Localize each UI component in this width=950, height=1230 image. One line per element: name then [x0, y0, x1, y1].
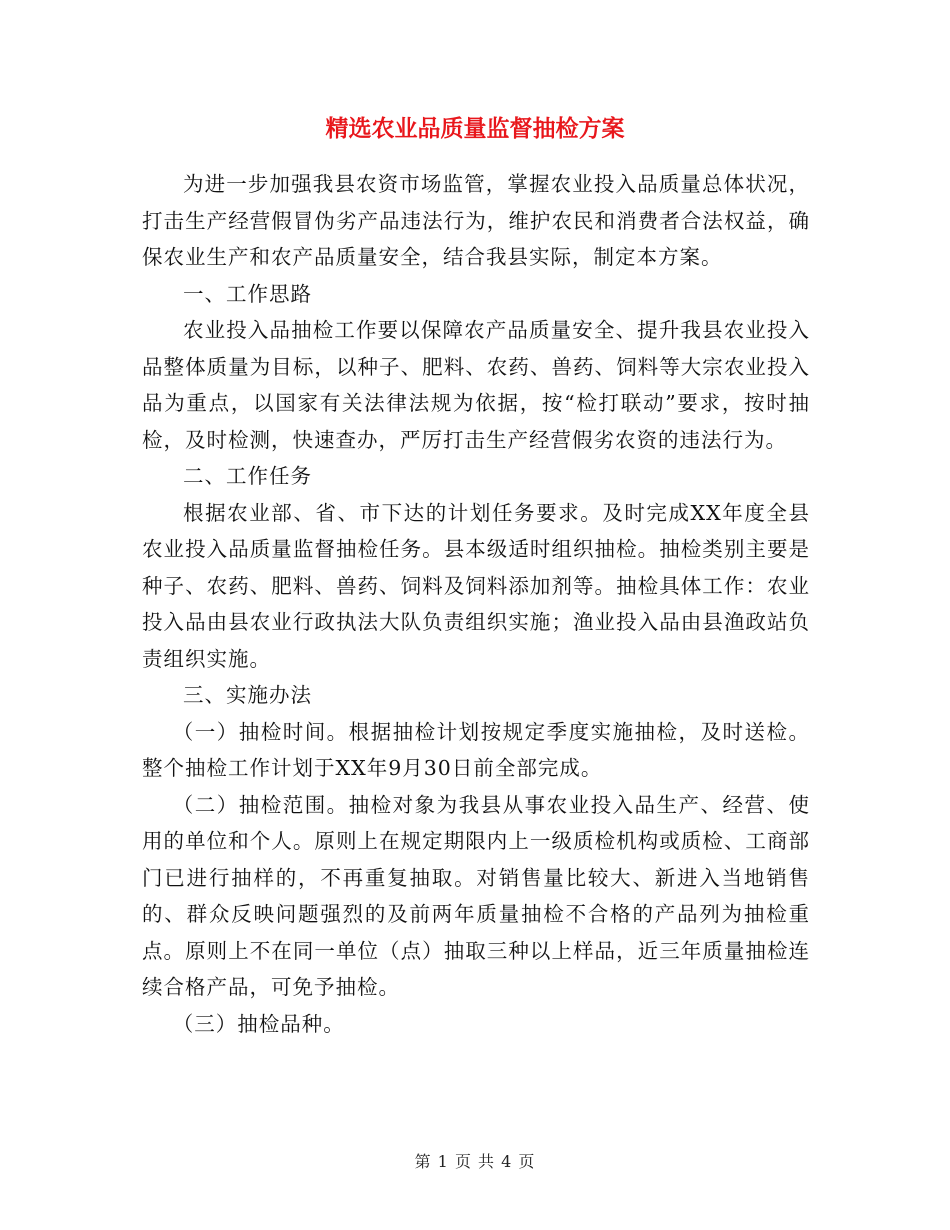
page-number-footer: 第 1 页 共 4 页 — [414, 1152, 536, 1171]
document-body — [142, 166, 810, 1042]
section-heading-work-approach: 一、工作思路 — [183, 281, 312, 306]
section-heading-work-tasks: 二、工作任务 — [183, 464, 312, 488]
document-title: 精选农业品质量监督抽检方案 — [325, 115, 625, 142]
intro-paragraph: 为进一步加强我县农资市场监管，掌握农业投入品质量总体状况，打击生产经营假冒伪劣产品违法行为，维护农民和消费者合法权益，确保农业生产和农产品质量安全，结合我县实际，制定本方案。 — [142, 172, 810, 269]
work-approach-paragraph: 农业投入品抽检工作要以保障农产品质量安全、提升我县农业投入品整体质量为目标，以种子、肥料、农药、兽药、饲料等大宗农业投入品为重点，以国家有关法律法规为依据，按“检打联动”要求，按时抽检，及时检测，快速查办，严厉打击生产经营假劣农资的违法行为。 — [142, 318, 810, 452]
inspection-time-paragraph: （一）抽检时间。根据抽检计划按规定季度实施抽检，及时送检。整个抽检工作计划于XX年9月30日前全部完成。 — [142, 719, 810, 780]
work-tasks-paragraph: 根据农业部、省、市下达的计划任务要求。及时完成XX年度全县农业投入品质量监督抽检任务。县本级适时组织抽检。抽检类别主要是种子、农药、肥料、兽药、饲料及饲料添加剂等。抽检具体工作：农业投入品由县农业行政执法大队负责组织实施；渔业投入品由县渔政站负责组织实施。 — [142, 500, 810, 671]
inspection-varieties-paragraph: （三）抽检品种。 — [172, 1011, 345, 1036]
section-heading-implementation: 三、实施办法 — [183, 683, 312, 707]
inspection-scope-paragraph: （二）抽检范围。抽检对象为我县从事农业投入品生产、经营、使用的单位和个人。原则上在规定期限内上一级质检机构或质检、工商部门已进行抽样的，不再重复抽取。对销售量比较大、新进入当地销售的、群众反映问题强烈的及前两年质量抽检不合格的产品列为抽检重点。原则上不在同一单位（点）抽取三种以上样品，近三年质量抽检连续合格产品，可免予抽检。 — [142, 792, 810, 999]
